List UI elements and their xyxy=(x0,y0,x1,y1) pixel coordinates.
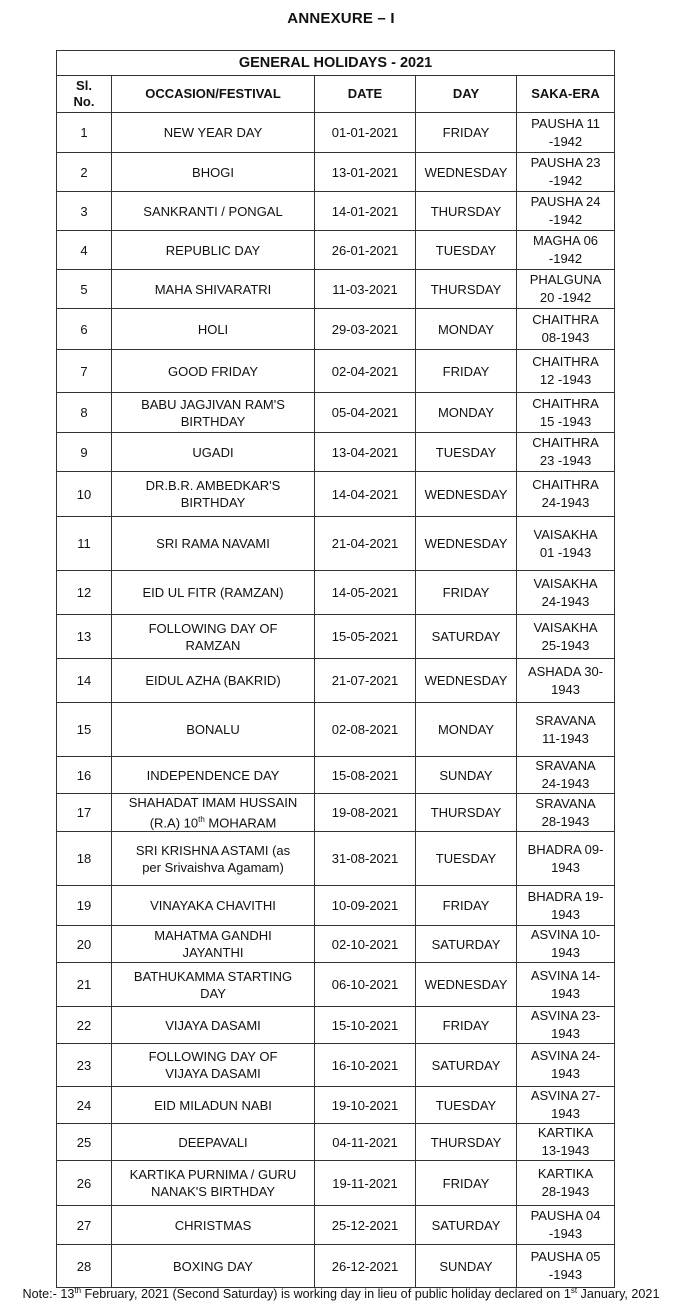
cell-sl-no: 17 xyxy=(57,794,112,832)
cell-sl-no: 18 xyxy=(57,832,112,886)
table-row xyxy=(57,472,615,517)
cell-date: 29-03-2021 xyxy=(315,309,416,350)
table-row xyxy=(57,309,615,350)
table-row xyxy=(57,1245,615,1288)
cell-day: FRIDAY xyxy=(416,886,517,926)
table-row xyxy=(57,832,615,886)
cell-sl-no: 9 xyxy=(57,433,112,472)
cell-sl-no: 13 xyxy=(57,615,112,659)
cell-occasion: BOXING DAY xyxy=(112,1245,315,1288)
table-row xyxy=(57,517,615,571)
cell-sl-no: 7 xyxy=(57,350,112,393)
header-day: DAY xyxy=(416,76,517,113)
cell-sl-no: 11 xyxy=(57,517,112,571)
table-row xyxy=(57,615,615,659)
cell-occasion: BHOGI xyxy=(112,153,315,192)
table-row xyxy=(57,113,615,153)
cell-occasion: CHRISTMAS xyxy=(112,1206,315,1245)
cell-saka-era: CHAITHRA 15 -1943 xyxy=(517,393,615,433)
cell-saka-era: PAUSHA 04 -1943 xyxy=(517,1206,615,1245)
cell-saka-era: BHADRA 19-1943 xyxy=(517,886,615,926)
cell-day: WEDNESDAY xyxy=(416,963,517,1007)
cell-occasion: DEEPAVALI xyxy=(112,1124,315,1161)
table-row xyxy=(57,192,615,231)
cell-saka-era: VAISAKHA 24-1943 xyxy=(517,571,615,615)
cell-saka-era: PAUSHA 23 -1942 xyxy=(517,153,615,192)
table-row xyxy=(57,659,615,703)
cell-saka-era: PAUSHA 05 -1943 xyxy=(517,1245,615,1288)
cell-day: TUESDAY xyxy=(416,231,517,270)
cell-occasion: VINAYAKA CHAVITHI xyxy=(112,886,315,926)
cell-sl-no: 3 xyxy=(57,192,112,231)
table-row xyxy=(57,703,615,757)
table-row xyxy=(57,270,615,309)
cell-saka-era: VAISAKHA 25-1943 xyxy=(517,615,615,659)
cell-day: SATURDAY xyxy=(416,1044,517,1087)
cell-occasion: SHAHADAT IMAM HUSSAIN (R.A) 10th MOHARAM xyxy=(112,794,315,832)
cell-sl-no: 25 xyxy=(57,1124,112,1161)
cell-day: FRIDAY xyxy=(416,1007,517,1044)
header-date: DATE xyxy=(315,76,416,113)
cell-date: 26-01-2021 xyxy=(315,231,416,270)
cell-saka-era: CHAITHRA 12 -1943 xyxy=(517,350,615,393)
cell-date: 02-10-2021 xyxy=(315,926,416,963)
cell-day: TUESDAY xyxy=(416,433,517,472)
cell-sl-no: 6 xyxy=(57,309,112,350)
cell-date: 19-10-2021 xyxy=(315,1087,416,1124)
cell-sl-no: 23 xyxy=(57,1044,112,1087)
cell-date: 14-04-2021 xyxy=(315,472,416,517)
cell-day: FRIDAY xyxy=(416,1161,517,1206)
cell-day: WEDNESDAY xyxy=(416,153,517,192)
cell-sl-no: 12 xyxy=(57,571,112,615)
table-header-row xyxy=(57,76,615,113)
cell-occasion: MAHATMA GANDHI JAYANTHI xyxy=(112,926,315,963)
cell-saka-era: SRAVANA 11-1943 xyxy=(517,703,615,757)
cell-date: 15-08-2021 xyxy=(315,757,416,794)
cell-occasion: REPUBLIC DAY xyxy=(112,231,315,270)
cell-date: 21-04-2021 xyxy=(315,517,416,571)
cell-date: 15-05-2021 xyxy=(315,615,416,659)
cell-date: 01-01-2021 xyxy=(315,113,416,153)
cell-day: MONDAY xyxy=(416,703,517,757)
table-title: GENERAL HOLIDAYS - 2021 xyxy=(57,51,615,76)
cell-day: SATURDAY xyxy=(416,926,517,963)
cell-occasion: BATHUKAMMA STARTING DAY xyxy=(112,963,315,1007)
header-occasion: OCCASION/FESTIVAL xyxy=(112,76,315,113)
cell-sl-no: 28 xyxy=(57,1245,112,1288)
cell-saka-era: ASVINA 27-1943 xyxy=(517,1087,615,1124)
cell-occasion: EIDUL AZHA (BAKRID) xyxy=(112,659,315,703)
table-row xyxy=(57,433,615,472)
cell-date: 02-04-2021 xyxy=(315,350,416,393)
cell-date: 19-11-2021 xyxy=(315,1161,416,1206)
cell-occasion: FOLLOWING DAY OF VIJAYA DASAMI xyxy=(112,1044,315,1087)
annexure-title: ANNEXURE – I xyxy=(287,10,395,27)
holidays-table xyxy=(56,50,615,1288)
cell-day: WEDNESDAY xyxy=(416,659,517,703)
cell-sl-no: 14 xyxy=(57,659,112,703)
cell-occasion: SRI RAMA NAVAMI xyxy=(112,517,315,571)
cell-day: TUESDAY xyxy=(416,1087,517,1124)
cell-day: THURSDAY xyxy=(416,270,517,309)
cell-saka-era: CHAITHRA 08-1943 xyxy=(517,309,615,350)
cell-day: THURSDAY xyxy=(416,794,517,832)
cell-sl-no: 27 xyxy=(57,1206,112,1245)
cell-occasion: VIJAYA DASAMI xyxy=(112,1007,315,1044)
cell-saka-era: KARTIKA 13-1943 xyxy=(517,1124,615,1161)
cell-occasion: DR.B.R. AMBEDKAR'S BIRTHDAY xyxy=(112,472,315,517)
footnote: Note:- 13th February, 2021 (Second Saturday) is working day in lieu of public holiday declared on 1st January, 2021 xyxy=(22,1286,660,1302)
cell-date: 26-12-2021 xyxy=(315,1245,416,1288)
cell-day: SUNDAY xyxy=(416,757,517,794)
cell-occasion: EID UL FITR (RAMZAN) xyxy=(112,571,315,615)
cell-saka-era: PHALGUNA 20 -1942 xyxy=(517,270,615,309)
cell-date: 11-03-2021 xyxy=(315,270,416,309)
cell-date: 14-05-2021 xyxy=(315,571,416,615)
cell-date: 02-08-2021 xyxy=(315,703,416,757)
cell-saka-era: ASHADA 30-1943 xyxy=(517,659,615,703)
cell-day: SATURDAY xyxy=(416,1206,517,1245)
cell-occasion: INDEPENDENCE DAY xyxy=(112,757,315,794)
cell-sl-no: 8 xyxy=(57,393,112,433)
table-row xyxy=(57,963,615,1007)
cell-occasion: SANKRANTI / PONGAL xyxy=(112,192,315,231)
cell-saka-era: KARTIKA 28-1943 xyxy=(517,1161,615,1206)
cell-saka-era: ASVINA 23-1943 xyxy=(517,1007,615,1044)
cell-occasion: HOLI xyxy=(112,309,315,350)
cell-day: WEDNESDAY xyxy=(416,472,517,517)
cell-date: 19-08-2021 xyxy=(315,794,416,832)
cell-saka-era: ASVINA 14-1943 xyxy=(517,963,615,1007)
cell-date: 25-12-2021 xyxy=(315,1206,416,1245)
cell-sl-no: 2 xyxy=(57,153,112,192)
cell-day: WEDNESDAY xyxy=(416,517,517,571)
table-row xyxy=(57,757,615,794)
cell-date: 16-10-2021 xyxy=(315,1044,416,1087)
cell-date: 13-04-2021 xyxy=(315,433,416,472)
cell-sl-no: 5 xyxy=(57,270,112,309)
cell-sl-no: 24 xyxy=(57,1087,112,1124)
cell-occasion: BABU JAGJIVAN RAM'S BIRTHDAY xyxy=(112,393,315,433)
cell-date: 10-09-2021 xyxy=(315,886,416,926)
header-sl-no: Sl. No. xyxy=(57,76,112,113)
cell-saka-era: CHAITHRA 23 -1943 xyxy=(517,433,615,472)
cell-day: THURSDAY xyxy=(416,192,517,231)
cell-day: SUNDAY xyxy=(416,1245,517,1288)
cell-saka-era: MAGHA 06 -1942 xyxy=(517,231,615,270)
cell-sl-no: 22 xyxy=(57,1007,112,1044)
cell-saka-era: VAISAKHA 01 -1943 xyxy=(517,517,615,571)
cell-occasion: UGADI xyxy=(112,433,315,472)
table-row xyxy=(57,926,615,963)
cell-day: FRIDAY xyxy=(416,113,517,153)
cell-date: 06-10-2021 xyxy=(315,963,416,1007)
cell-date: 04-11-2021 xyxy=(315,1124,416,1161)
table-row xyxy=(57,1044,615,1087)
cell-occasion: BONALU xyxy=(112,703,315,757)
cell-day: FRIDAY xyxy=(416,571,517,615)
cell-saka-era: SRAVANA 28-1943 xyxy=(517,794,615,832)
cell-sl-no: 15 xyxy=(57,703,112,757)
cell-saka-era: ASVINA 10-1943 xyxy=(517,926,615,963)
table-row xyxy=(57,794,615,832)
table-row xyxy=(57,886,615,926)
cell-date: 05-04-2021 xyxy=(315,393,416,433)
header-saka-era: SAKA-ERA xyxy=(517,76,615,113)
cell-occasion: SRI KRISHNA ASTAMI (as per Srivaishva Agamam) xyxy=(112,832,315,886)
cell-sl-no: 4 xyxy=(57,231,112,270)
table-row xyxy=(57,153,615,192)
table-row xyxy=(57,1206,615,1245)
cell-saka-era: ASVINA 24-1943 xyxy=(517,1044,615,1087)
cell-day: MONDAY xyxy=(416,393,517,433)
cell-sl-no: 19 xyxy=(57,886,112,926)
cell-saka-era: BHADRA 09-1943 xyxy=(517,832,615,886)
cell-day: TUESDAY xyxy=(416,832,517,886)
cell-occasion: KARTIKA PURNIMA / GURU NANAK'S BIRTHDAY xyxy=(112,1161,315,1206)
cell-saka-era: PAUSHA 24 -1942 xyxy=(517,192,615,231)
cell-sl-no: 10 xyxy=(57,472,112,517)
table-row xyxy=(57,571,615,615)
cell-sl-no: 20 xyxy=(57,926,112,963)
cell-day: FRIDAY xyxy=(416,350,517,393)
cell-day: THURSDAY xyxy=(416,1124,517,1161)
cell-day: SATURDAY xyxy=(416,615,517,659)
cell-occasion: FOLLOWING DAY OF RAMZAN xyxy=(112,615,315,659)
table-row xyxy=(57,393,615,433)
cell-occasion: GOOD FRIDAY xyxy=(112,350,315,393)
cell-date: 31-08-2021 xyxy=(315,832,416,886)
cell-sl-no: 1 xyxy=(57,113,112,153)
table-row xyxy=(57,1124,615,1161)
cell-date: 15-10-2021 xyxy=(315,1007,416,1044)
cell-occasion: NEW YEAR DAY xyxy=(112,113,315,153)
cell-date: 21-07-2021 xyxy=(315,659,416,703)
cell-saka-era: PAUSHA 11 -1942 xyxy=(517,113,615,153)
table-row xyxy=(57,1087,615,1124)
table-row xyxy=(57,1007,615,1044)
cell-saka-era: SRAVANA 24-1943 xyxy=(517,757,615,794)
table-row xyxy=(57,350,615,393)
cell-sl-no: 26 xyxy=(57,1161,112,1206)
cell-day: MONDAY xyxy=(416,309,517,350)
cell-occasion: EID MILADUN NABI xyxy=(112,1087,315,1124)
cell-occasion: MAHA SHIVARATRI xyxy=(112,270,315,309)
cell-sl-no: 21 xyxy=(57,963,112,1007)
cell-date: 14-01-2021 xyxy=(315,192,416,231)
cell-sl-no: 16 xyxy=(57,757,112,794)
cell-date: 13-01-2021 xyxy=(315,153,416,192)
cell-saka-era: CHAITHRA 24-1943 xyxy=(517,472,615,517)
table-row xyxy=(57,231,615,270)
table-row xyxy=(57,1161,615,1206)
